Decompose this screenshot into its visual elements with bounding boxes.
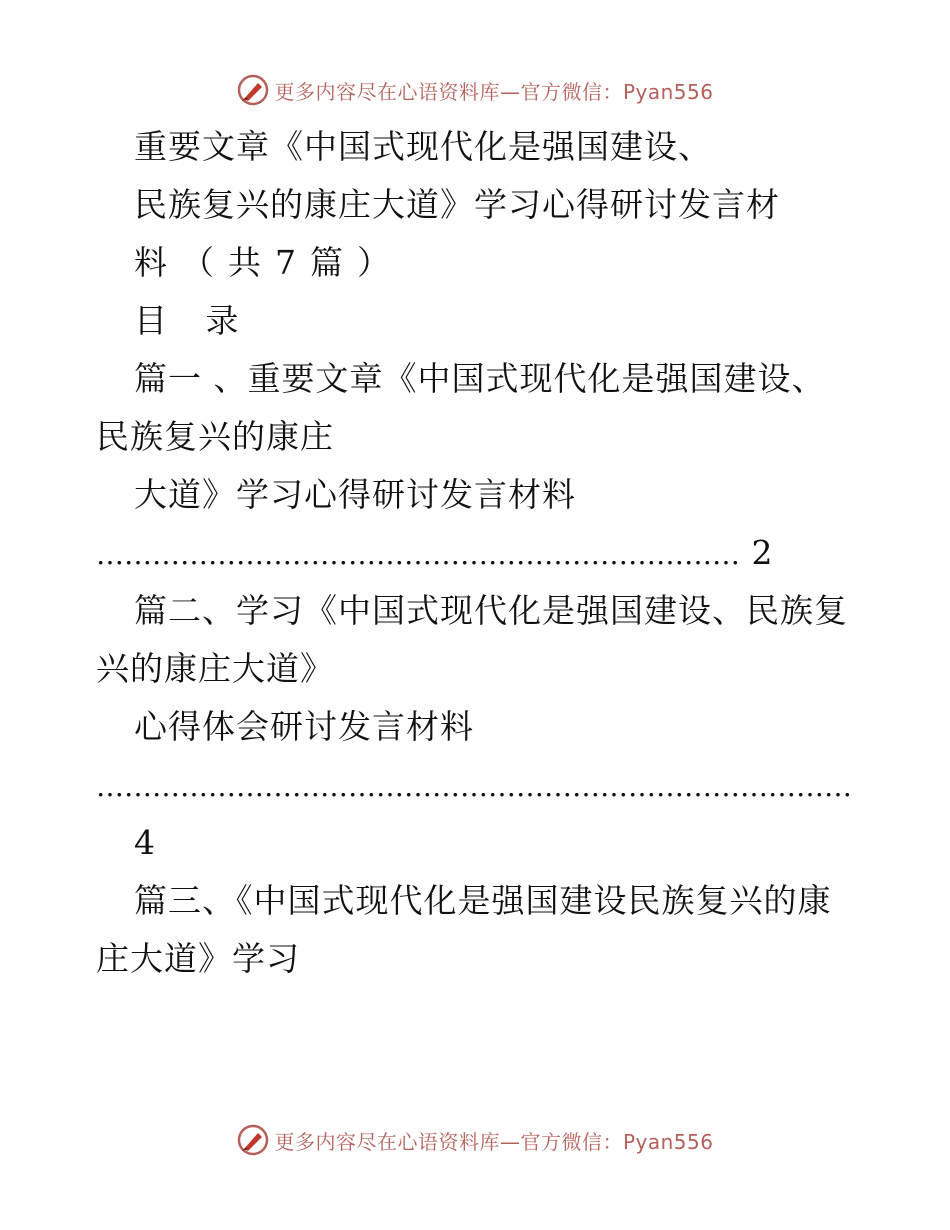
watermark-text: 更多内容尽在心语资料库—官方微信：Pyan556 [274, 1129, 714, 1154]
toc-leader-row [96, 524, 866, 582]
toc-entry-line: 篇二、学习《中国式现代化是强国建设、民族复 [134, 591, 848, 630]
toc-entry-line: 篇一 、重要文章《中国式现代化是强国建设、 [134, 359, 826, 398]
document-title-line: 料（共7篇） [134, 243, 404, 282]
document-title-line: 民族复兴的康庄大道》学习心得研讨发言材 [134, 185, 780, 224]
toc-heading: 目 录 [134, 301, 253, 340]
header-watermark [0, 70, 950, 110]
toc-page-number: 2 [751, 533, 774, 572]
toc-entry-line: 大道》学习心得研讨发言材料 [134, 475, 576, 514]
toc-entry-line: 篇三、《中国式现代化是强国建设民族复兴的康 [134, 881, 832, 920]
toc-leader-dots: ……………………………………………………………………… [96, 770, 852, 803]
toc-leader-row [96, 756, 866, 814]
fountain-pen-logo-icon [236, 1123, 270, 1157]
toc-leader-dots: …………………………………………………………… [96, 538, 740, 571]
fountain-pen-logo-icon [236, 73, 270, 107]
toc-entry-line: 兴的康庄大道》 [96, 649, 334, 688]
document-body [96, 118, 866, 988]
toc-entry-line: 民族复兴的康庄 [96, 417, 334, 456]
toc-entry-line: 心得体会研讨发言材料 [134, 707, 474, 746]
watermark-text: 更多内容尽在心语资料库—官方微信：Pyan556 [274, 79, 714, 104]
toc-entry-line: 庄大道》学习 [96, 939, 300, 978]
footer-watermark [0, 1120, 950, 1160]
toc-page-number: 4 [134, 823, 156, 862]
document-title-line: 重要文章《中国式现代化是强国建设、 [134, 127, 712, 166]
